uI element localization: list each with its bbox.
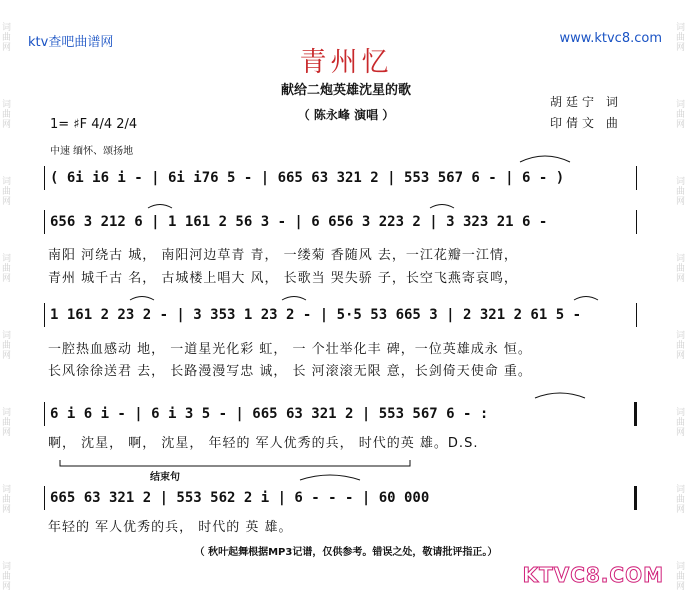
slur-arc xyxy=(282,297,306,301)
watermark-text: 词曲网 xyxy=(2,330,12,361)
lyricist-credit: 胡廷宁 词 xyxy=(550,95,622,109)
transcription-note: （ 秋叶起舞根据MP3记谱，仅供参考。错误之处，敬请批评指正。） xyxy=(194,547,498,558)
watermark-text: 词曲网 xyxy=(2,484,12,515)
notation-row-2: 656 3 212 6 | 1 161 2 56 3 - | 6 656 3 223 2 | 3 323 21 6 - xyxy=(50,214,548,230)
composer-credit: 印倩文 曲 xyxy=(550,116,622,130)
watermark-text: 词曲网 xyxy=(676,23,686,54)
lyric-row-5: 年轻的 军人优秀的兵， 时代的 英 雄。 xyxy=(48,520,293,535)
notation-row-3: 1 161 2 23 2 - | 3 353 1 23 2 - | 5·5 53 665 3 | 2 321 2 61 5 - xyxy=(50,307,582,323)
lyric-row-2-verse-2: 青州 城千古 名， 古城楼上唱大 风， 长歌当 哭失骄 子，长空飞燕寄哀鸣， xyxy=(48,271,518,286)
song-title: 青州忆 xyxy=(299,47,393,78)
watermark-text: 词曲网 xyxy=(676,484,686,515)
watermark-text: 词曲网 xyxy=(2,254,12,285)
watermark-text: 词曲网 xyxy=(2,407,12,438)
notation-row-1: ( 6i i6 i - | 6i i76 5 - | 665 63 321 2 | 553 567 6 - | 6 - ) xyxy=(50,170,565,186)
slur-arc xyxy=(148,205,172,209)
watermark-text: 词曲网 xyxy=(676,407,686,438)
slur-arc xyxy=(130,297,154,301)
lyric-row-3-verse-1: 一腔热血感动 地， 一道星光化彩 虹， 一 个壮举化丰 碑，一位英雄成永 恒。 xyxy=(48,342,532,357)
site-logo: KTVC8.COM xyxy=(522,563,664,587)
notation-row-4: 6 i 6 i - | 6 i 3 5 - | 665 63 321 2 | 553 567 6 - : xyxy=(50,406,489,422)
watermark-text: 词曲网 xyxy=(2,100,12,131)
watermark-text: 词曲网 xyxy=(2,23,12,54)
watermark-text: 词曲网 xyxy=(2,177,12,208)
notation-row-5: 665 63 321 2 | 553 562 2 i | 6 - - - | 60 000 xyxy=(50,490,430,506)
site-name-left[interactable]: ktv查吧曲谱网 xyxy=(28,35,114,50)
watermark-text: 词曲网 xyxy=(2,561,12,592)
slur-arc xyxy=(520,156,570,162)
watermark-text: 词曲网 xyxy=(676,177,686,208)
ending-bracket xyxy=(60,460,410,466)
slur-arc xyxy=(300,475,360,480)
slur-arc xyxy=(574,297,598,301)
lyric-row-2-verse-1: 南阳 河绕古 城， 南阳河边草青 青， 一缕菊 香随风 去，一江花瓣一江情， xyxy=(48,248,518,263)
song-subtitle: 献给二炮英雄沈星的歌 xyxy=(280,83,411,98)
slur-arc xyxy=(535,393,585,398)
watermark-text: 词曲网 xyxy=(676,254,686,285)
site-url-right[interactable]: www.ktvc8.com xyxy=(559,31,662,46)
key-signature: 1= ♯F 4/4 2/4 xyxy=(50,117,138,132)
lyric-row-4: 啊， 沈星， 啊， 沈星， 年轻的 军人优秀的兵， 时代的英 雄。D.S. xyxy=(48,436,479,451)
slur-arc xyxy=(430,205,454,209)
singer-credit: （ 陈永峰 演唱 ） xyxy=(297,108,395,122)
watermark-text: 词曲网 xyxy=(676,561,686,592)
lyric-row-3-verse-2: 长风徐徐送君 去， 长路漫漫写忠 诚， 长 河滚滚无限 意，长剑倚天使命 重。 xyxy=(48,364,532,379)
watermark-text: 词曲网 xyxy=(676,330,686,361)
tempo-marking: 中速 缅怀、颂扬地 xyxy=(50,146,134,157)
end-section-label: 结束句 xyxy=(150,472,180,483)
watermark-text: 词曲网 xyxy=(676,100,686,131)
